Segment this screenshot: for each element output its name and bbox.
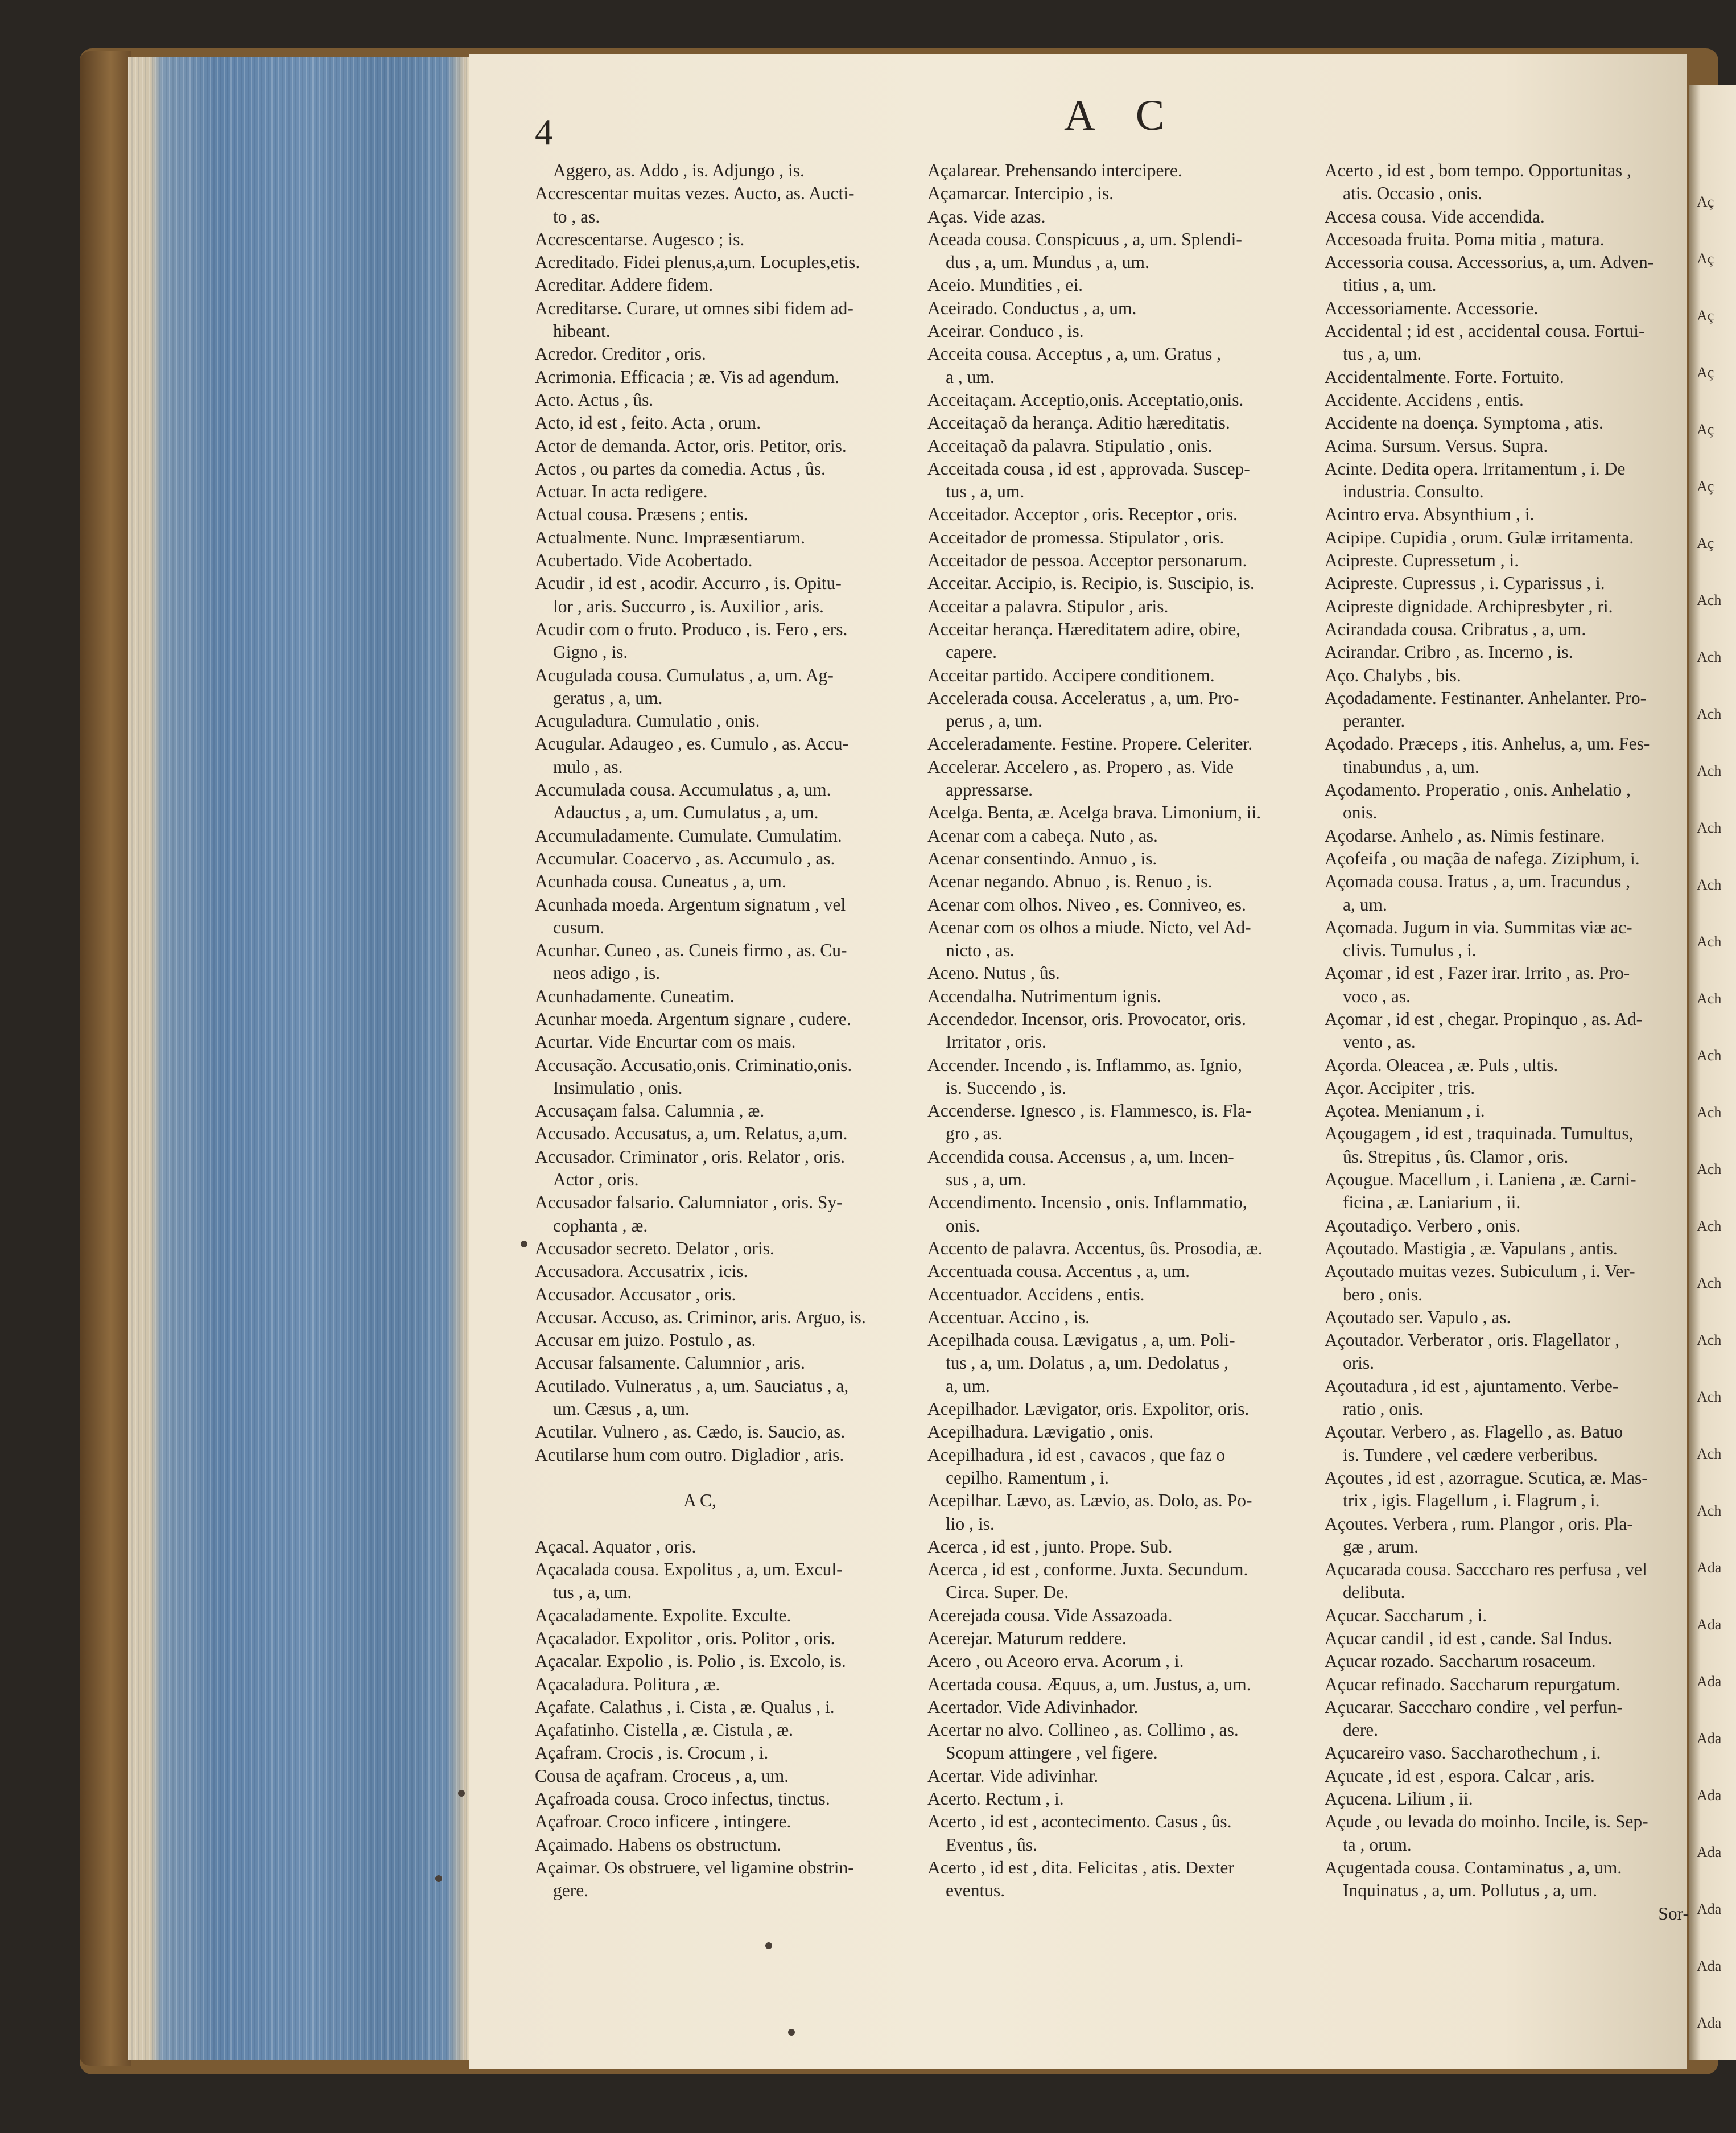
- entry-line: Acertar. Vide adivinhar.: [927, 1765, 1099, 1786]
- entry-line: Acceitador de pessoa. Acceptor personarum.: [927, 550, 1247, 571]
- entry-line: Acertar no alvo. Collineo , as. Collimo , as.: [927, 1720, 1239, 1740]
- entry-line: tinabundus , a, um.: [1343, 756, 1479, 777]
- facing-page-fragment: Aç: [1697, 250, 1714, 267]
- entry-line: Acunhar. Cuneo , as. Cuneis firmo , as. Cu-: [535, 940, 847, 961]
- entry-line: Accusador. Accusator , oris.: [535, 1284, 736, 1304]
- entry-line: Açacal. Aquator , oris.: [535, 1536, 696, 1556]
- entry-line: Acima. Sursum. Versus. Supra.: [1325, 435, 1548, 456]
- entry-line: Accendalha. Nutrimentum ignis.: [927, 986, 1162, 1006]
- facing-page-fragment: Ach: [1697, 592, 1722, 608]
- entry-line: Accumuladamente. Cumulate. Cumulatim.: [535, 825, 842, 846]
- entry-line: hibeant.: [553, 321, 611, 341]
- entry-line: Acrimonia. Efficacia ; æ. Vis ad agendum.: [535, 367, 839, 387]
- entry-line: Açomar , id est , Fazer irar. Irrito , as. Pro-: [1325, 963, 1630, 983]
- entry-line: trix , igis. Flagellum , i. Flagrum , i.: [1343, 1490, 1600, 1511]
- entry-line: Açacaladura. Politura , æ.: [535, 1674, 720, 1694]
- entry-line: Scopum attingere , vel figere.: [946, 1743, 1158, 1763]
- entry-line: Açalarear. Prehensando intercipere.: [927, 160, 1182, 180]
- entry-line: Acudir com o fruto. Produco , is. Fero , ers.: [535, 619, 848, 639]
- entry-line: Accendimento. Incensio , onis. Inflammatio,: [927, 1192, 1247, 1213]
- facing-page-fragment: Ach: [1697, 1332, 1722, 1348]
- entry-line: gæ , arum.: [1343, 1536, 1419, 1556]
- entry-line: is. Tundere , vel cædere verberibus.: [1343, 1444, 1598, 1465]
- entry-line: tus , a, um.: [1343, 344, 1422, 364]
- facing-page-fragment: Ach: [1697, 649, 1722, 665]
- entry-line: Açofeifa , ou maçãa de nafega. Ziziphum, i.: [1325, 848, 1640, 868]
- entry-line: Açorda. Oleacea , æ. Puls , ultis.: [1325, 1055, 1558, 1075]
- entry-line: Accelerar. Accelero , as. Propero , as. Vide: [927, 756, 1234, 777]
- entry-line: Accesa cousa. Vide accendida.: [1325, 206, 1545, 227]
- facing-page-fragment: Ada: [1697, 1787, 1722, 1803]
- entry-line: Acceitador. Acceptor , oris. Receptor , oris.: [927, 504, 1238, 525]
- entry-line: Acceitar. Accipio, is. Recipio, is. Suscipio, is.: [927, 573, 1255, 594]
- entry-line: Acenar negando. Abnuo , is. Renuo , is.: [927, 871, 1213, 892]
- page-number: 4: [535, 112, 553, 152]
- entry-line: Açafroar. Croco inficere , intingere.: [535, 1811, 791, 1832]
- entry-line: Açafram. Crocis , is. Crocum , i.: [535, 1743, 769, 1763]
- entry-line: Accusar falsamente. Calumnior , aris.: [535, 1353, 805, 1373]
- entry-line: is. Succendo , is.: [946, 1077, 1066, 1098]
- entry-line: Acerto , id est , dita. Felicitas , atis. Dexter: [927, 1857, 1234, 1877]
- entry-line: Accenderse. Ignesco , is. Flammesco, is. Fla-: [927, 1101, 1252, 1121]
- entry-line: Acugular. Adaugeo , es. Cumulo , as. Accu-: [535, 734, 849, 754]
- entry-line: Aceada cousa. Conspicuus , a, um. Splendi-: [927, 229, 1242, 249]
- entry-line: Acceitada cousa , id est , approvada. Suscep-: [927, 458, 1250, 479]
- entry-line: Actual cousa. Præsens ; entis.: [535, 504, 748, 525]
- entry-line: a , um.: [946, 367, 995, 387]
- entry-line: Açucarar. Sacccharo condire , vel perfun-: [1325, 1696, 1623, 1717]
- entry-line: Açafroada cousa. Croco infectus, tinctus.: [535, 1789, 830, 1809]
- entry-line: Açodado. Præceps , itis. Anhelus, a, um. Fes-: [1325, 734, 1650, 754]
- facing-page-fragment: Ach: [1697, 1104, 1722, 1121]
- entry-line: cophanta , æ.: [553, 1215, 648, 1236]
- entry-line: Acutilarse hum com outro. Digladior , aris.: [535, 1444, 844, 1465]
- entry-line: Acertada cousa. Æquus, a, um. Justus, a, um.: [927, 1674, 1251, 1694]
- entry-line: Acinte. Dedita opera. Irritamentum , i. De: [1325, 458, 1626, 479]
- entry-line: onis.: [1343, 802, 1378, 823]
- entry-line: Açucarada cousa. Sacccharo res perfusa , vel: [1325, 1559, 1647, 1580]
- entry-line: Açoutadura , id est , ajuntamento. Verbe-: [1325, 1376, 1619, 1396]
- entry-line: Acreditado. Fidei plenus,a,um. Locuples,etis.: [535, 252, 860, 273]
- entry-line: um. Cæsus , a, um.: [553, 1399, 690, 1419]
- facing-page-fragment: Ada: [1697, 1616, 1722, 1633]
- entry-line: Açaimado. Habens os obstructum.: [535, 1834, 782, 1855]
- entry-line: Acelga. Benta, æ. Acelga brava. Limonium, ii.: [927, 802, 1261, 823]
- entry-line: Circa. Super. De.: [946, 1582, 1069, 1603]
- entry-line: Acertador. Vide Adivinhador.: [927, 1696, 1139, 1717]
- entry-line: Irritator , oris.: [946, 1032, 1046, 1052]
- entry-line: tus , a, um.: [553, 1582, 632, 1603]
- entry-line: Acreditarse. Curare, ut omnes sibi fidem ad-: [535, 298, 853, 318]
- entry-line: Actor , oris.: [553, 1170, 639, 1190]
- entry-line: Açoutes. Verbera , rum. Plangor , oris. Pla-: [1325, 1513, 1633, 1534]
- entry-line: Accusador falsario. Calumniator , oris. Sy-: [535, 1192, 843, 1213]
- entry-line: Acipreste. Cupressus , i. Cyparissus , i.: [1325, 573, 1605, 594]
- facing-page-fragment: Ada: [1697, 1673, 1722, 1690]
- entry-line: tus , a, um.: [946, 481, 1025, 502]
- entry-line: Acutilado. Vulneratus , a, um. Sauciatus , a,: [535, 1376, 849, 1396]
- entry-line: Açucar. Saccharum , i.: [1325, 1605, 1487, 1625]
- entry-line: onis.: [946, 1215, 980, 1236]
- entry-line: Acipipe. Cupidia , orum. Gulæ irritamenta.: [1325, 527, 1634, 547]
- entry-line: titius , a, um.: [1343, 275, 1437, 295]
- entry-line: Acceitar a palavra. Stipulor , aris.: [927, 596, 1169, 616]
- entry-line: Açoutes , id est , azorrague. Scutica, æ. Mas-: [1325, 1467, 1648, 1488]
- entry-line: Açacalador. Expolitor , oris. Politor , oris.: [535, 1628, 835, 1648]
- entry-line: Accumulada cousa. Accumulatus , a, um.: [535, 780, 831, 800]
- facing-page-fragment: Ach: [1697, 1218, 1722, 1234]
- entry-line: Accessoriamente. Accessorie.: [1325, 298, 1539, 318]
- entry-line: Acenar com os olhos a miude. Nicto, vel Ad-: [927, 917, 1251, 937]
- entry-line: Acceitador de promessa. Stipulator , oris.: [927, 527, 1224, 547]
- entry-line: Eventus , ûs.: [946, 1834, 1037, 1855]
- entry-line: Accendida cousa. Accensus , a, um. Incen-: [927, 1146, 1234, 1167]
- facing-page-edge: [1689, 85, 1736, 2060]
- entry-line: Açomar , id est , chegar. Propinquo , as. Ad-: [1325, 1008, 1643, 1029]
- entry-line: voco , as.: [1343, 986, 1411, 1006]
- entry-line: Acerejar. Maturum reddere.: [927, 1628, 1127, 1648]
- entry-line: neos adigo , is.: [553, 963, 661, 983]
- entry-line: Acepilhador. Lævigator, oris. Expolitor, oris.: [927, 1399, 1250, 1419]
- entry-line: Acceita cousa. Acceptus , a, um. Gratus ,: [927, 344, 1222, 364]
- entry-line: Accidental ; id est , accidental cousa. Fortui-: [1325, 321, 1645, 341]
- entry-line: Inquinatus , a, um. Pollutus , a, um.: [1343, 1880, 1598, 1901]
- entry-line: Açoutado. Mastigia , æ. Vapulans , antis.: [1325, 1238, 1618, 1258]
- entry-line: Accidente. Accidens , entis.: [1325, 389, 1524, 410]
- entry-line: Accessoria cousa. Accessorius, a, um. Adven-: [1325, 252, 1654, 273]
- entry-line: Acudir , id est , acodir. Accurro , is. Opitu-: [535, 573, 842, 594]
- entry-line: ta , orum.: [1343, 1834, 1412, 1855]
- entry-line: Accelerada cousa. Acceleratus , a, um. Pro-: [927, 687, 1239, 708]
- entry-line: gro , as.: [946, 1123, 1003, 1144]
- facing-page-fragment: Aç: [1697, 535, 1714, 551]
- entry-line: Açacaladamente. Expolite. Exculte.: [535, 1605, 791, 1625]
- entry-line: Acerca , id est , conforme. Juxta. Secundum.: [927, 1559, 1248, 1580]
- facing-page-fragment: Ach: [1697, 933, 1722, 950]
- entry-line: eventus.: [946, 1880, 1005, 1901]
- wormhole: [521, 1241, 527, 1247]
- entry-line: Acepilhadura , id est , cavacos , que faz o: [927, 1444, 1226, 1465]
- column-1: [535, 159, 899, 1903]
- entry-line: Açafatinho. Cistella , æ. Cistula , æ.: [535, 1720, 794, 1740]
- entry-line: ficina , æ. Laniarium , ii.: [1343, 1192, 1521, 1213]
- entry-line: Accender. Incendo , is. Inflammo, as. Ignio,: [927, 1055, 1242, 1075]
- facing-page-fragment: Ach: [1697, 876, 1722, 893]
- entry-line: Acutilar. Vulnero , as. Cædo, is. Saucio, as.: [535, 1422, 846, 1442]
- entry-line: A C,: [683, 1490, 716, 1511]
- entry-line: Açude , ou levada do moinho. Incile, is. Sep-: [1325, 1811, 1648, 1832]
- entry-line: perus , a, um.: [946, 711, 1042, 731]
- book-cover-edge: [80, 51, 131, 2066]
- entry-line: Acunhada moeda. Argentum signatum , vel: [535, 894, 846, 915]
- column-3: [1325, 159, 1689, 1925]
- entry-line: Açoutado muitas vezes. Subiculum , i. Ver-: [1325, 1261, 1635, 1282]
- entry-line: Accusar em juizo. Postulo , as.: [535, 1330, 756, 1350]
- facing-page-fragment: Ach: [1697, 820, 1722, 836]
- facing-page-fragment: Ada: [1697, 1844, 1722, 1860]
- entry-line: sus , a, um.: [946, 1170, 1026, 1190]
- entry-line: Açucareiro vaso. Saccharothechum , i.: [1325, 1743, 1601, 1763]
- facing-page-fragment: Aç: [1697, 421, 1714, 438]
- facing-page-fragment: Ach: [1697, 706, 1722, 722]
- entry-line: Insimulatio , onis.: [553, 1077, 683, 1098]
- entry-line: Accumular. Coacervo , as. Accumulo , as.: [535, 848, 835, 868]
- entry-line: Accentuada cousa. Accentus , a, um.: [927, 1261, 1190, 1282]
- entry-line: Acipreste dignidade. Archipresbyter , ri.: [1325, 596, 1613, 616]
- entry-line: Aço. Chalybs , bis.: [1325, 665, 1461, 685]
- blank-line: [535, 1513, 899, 1535]
- entry-line: Accidente na doença. Symptoma , atis.: [1325, 413, 1603, 433]
- entry-line: Acerto , id est , bom tempo. Opportunitas ,: [1325, 160, 1631, 180]
- entry-line: clivis. Tumulus , i.: [1343, 940, 1477, 961]
- entry-line: Açodamento. Properatio , onis. Anhelatio ,: [1325, 780, 1631, 800]
- entry-line: Açomada cousa. Iratus , a, um. Iracundus ,: [1325, 871, 1631, 892]
- entry-line: Aggero, as. Addo , is. Adjungo , is.: [553, 160, 805, 180]
- entry-line: Acunhada cousa. Cuneatus , a, um.: [535, 871, 786, 892]
- entry-line: cepilho. Ramentum , i.: [946, 1467, 1109, 1488]
- entry-line: Acugulada cousa. Cumulatus , a, um. Ag-: [535, 665, 834, 685]
- entry-line: Acepilhada cousa. Lævigatus , a, um. Poli-: [927, 1330, 1235, 1350]
- entry-line: Acenar com olhos. Niveo , es. Conniveo, es.: [927, 894, 1246, 915]
- entry-line: bero , onis.: [1343, 1284, 1422, 1304]
- entry-line: Sor-: [1658, 1903, 1689, 1924]
- entry-line: Aceirado. Conductus , a, um.: [927, 298, 1137, 318]
- facing-page-fragment: Ach: [1697, 1446, 1722, 1462]
- entry-line: vento , as.: [1343, 1032, 1416, 1052]
- entry-line: Accusar. Accuso, as. Criminor, aris. Arguo, is.: [535, 1307, 866, 1327]
- entry-line: Acirandar. Cribro , as. Incerno , is.: [1325, 642, 1573, 662]
- entry-line: Açucar refinado. Saccharum repurgatum.: [1325, 1674, 1620, 1694]
- entry-line: Acceitaçaõ da herança. Aditio hæreditatis.: [927, 413, 1230, 433]
- facing-page-fragment: Ach: [1697, 990, 1722, 1007]
- entry-line: Accrescentarse. Augesco ; is.: [535, 229, 745, 249]
- entry-line: Acceitaçaõ da palavra. Stipulatio , onis.: [927, 435, 1213, 456]
- entry-line: Accentuador. Accidens , entis.: [927, 1284, 1145, 1304]
- entry-line: Acurtar. Vide Encurtar com os mais.: [535, 1032, 796, 1052]
- entry-line: Açucena. Lilium , ii.: [1325, 1789, 1473, 1809]
- entry-line: Açodadamente. Festinanter. Anhelanter. Pro-: [1325, 687, 1647, 708]
- entry-line: Açoutadiço. Verbero , onis.: [1325, 1215, 1521, 1236]
- entry-line: Accrescentar muitas vezes. Aucto, as. Aucti-: [535, 183, 855, 204]
- entry-line: lio , is.: [946, 1513, 995, 1534]
- facing-page-fragment: Aç: [1697, 307, 1714, 324]
- entry-line: Acipreste. Cupressetum , i.: [1325, 550, 1519, 571]
- entry-line: Acto. Actus , ûs.: [535, 389, 654, 410]
- entry-line: Acunhar moeda. Argentum signare , cudere.: [535, 1008, 851, 1029]
- entry-line: Gigno , is.: [553, 642, 628, 662]
- entry-line: Aceirar. Conduco , is.: [927, 321, 1084, 341]
- entry-line: Açugentada cousa. Contaminatus , a, um.: [1325, 1857, 1622, 1877]
- entry-line: dere.: [1343, 1720, 1379, 1740]
- entry-line: Adauctus , a, um. Cumulatus , a, um.: [553, 802, 819, 823]
- entry-line: Açomada. Jugum in via. Summitas viæ ac-: [1325, 917, 1632, 937]
- entry-line: Accentuar. Accino , is.: [927, 1307, 1090, 1327]
- entry-line: Açucar candil , id est , cande. Sal Indus.: [1325, 1628, 1613, 1648]
- entry-line: Açucar rozado. Saccharum rosaceum.: [1325, 1651, 1596, 1671]
- entry-line: Acuguladura. Cumulatio , onis.: [535, 711, 760, 731]
- entry-line: Acubertado. Vide Acobertado.: [535, 550, 753, 571]
- entry-line: Cousa de açafram. Croceus , a, um.: [535, 1765, 789, 1786]
- running-head: A C: [1064, 92, 1181, 139]
- entry-line: industria. Consulto.: [1343, 481, 1484, 502]
- wormhole: [435, 1875, 442, 1882]
- facing-page-fragment: Ach: [1697, 1047, 1722, 1064]
- entry-line: Acero , ou Aceoro erva. Acorum , i.: [927, 1651, 1184, 1671]
- entry-line: Accusadora. Accusatrix , icis.: [535, 1261, 748, 1282]
- page-block-edge: [128, 57, 469, 2060]
- entry-line: Accento de palavra. Accentus, ûs. Prosodia, æ.: [927, 1238, 1263, 1258]
- entry-line: Açamarcar. Intercipio , is.: [927, 183, 1114, 204]
- entry-line: oris.: [1343, 1353, 1375, 1373]
- entry-line: Acerejada cousa. Vide Assazoada.: [927, 1605, 1173, 1625]
- entry-line: Açougagem , id est , traquinada. Tumultus,: [1325, 1123, 1634, 1144]
- entry-line: Açacalada cousa. Expolitus , a, um. Excul-: [535, 1559, 843, 1580]
- facing-page-fragment: Aç: [1697, 364, 1714, 381]
- entry-line: cusum.: [553, 917, 605, 937]
- entry-line: Acceitar herança. Hæreditatem adire, obire,: [927, 619, 1241, 639]
- entry-line: Aceno. Nutus , ûs.: [927, 963, 1060, 983]
- entry-line: nicto , as.: [946, 940, 1015, 961]
- entry-line: Acredor. Creditor , oris.: [535, 344, 706, 364]
- entry-line: lor , aris. Succurro , is. Auxilior , aris.: [553, 596, 824, 616]
- entry-line: ratio , onis.: [1343, 1399, 1424, 1419]
- entry-line: tus , a, um. Dolatus , a, um. Dedolatus ,: [946, 1353, 1228, 1373]
- facing-page-fragment: Ach: [1697, 763, 1722, 779]
- entry-line: Accendedor. Incensor, oris. Provocator, oris.: [927, 1008, 1246, 1029]
- entry-line: Açougue. Macellum , i. Laniena , æ. Carni-: [1325, 1170, 1636, 1190]
- entry-line: Accidentalmente. Forte. Fortuito.: [1325, 367, 1564, 387]
- facing-page-fragment: Ach: [1697, 1161, 1722, 1177]
- facing-page-fragment: Aç: [1697, 193, 1714, 210]
- facing-page-fragment: Aç: [1697, 478, 1714, 495]
- facing-page-fragment: Ach: [1697, 1502, 1722, 1519]
- entry-line: Actor de demanda. Actor, oris. Petitor, oris.: [535, 435, 847, 456]
- entry-line: Açafate. Calathus , i. Cista , æ. Qualus , i.: [535, 1696, 835, 1717]
- entry-line: Accusador secreto. Delator , oris.: [535, 1238, 774, 1258]
- column-2: [927, 159, 1292, 1903]
- facing-page-fragment: Ada: [1697, 1559, 1722, 1576]
- entry-line: Accesoada fruita. Poma mitia , matura.: [1325, 229, 1605, 249]
- entry-line: appressarse.: [946, 780, 1033, 800]
- entry-line: Açoutar. Verbero , as. Flagello , as. Batuo: [1325, 1422, 1623, 1442]
- facing-page-fragment: Ada: [1697, 2015, 1722, 2031]
- facing-page-fragment: Ada: [1697, 1730, 1722, 1747]
- entry-line: Aceio. Mundities , ei.: [927, 275, 1083, 295]
- entry-line: Acenar com a cabeça. Nuto , as.: [927, 825, 1158, 846]
- wormhole: [458, 1790, 465, 1797]
- facing-page-fragment: Ach: [1697, 1275, 1722, 1291]
- entry-line: Açoutador. Verberator , oris. Flagellator ,: [1325, 1330, 1620, 1350]
- entry-line: Acceleradamente. Festine. Propere. Celeriter.: [927, 734, 1253, 754]
- entry-line: Acirandada cousa. Cribratus , a, um.: [1325, 619, 1586, 639]
- entry-line: Acceitaçam. Acceptio,onis. Acceptatio,onis.: [927, 389, 1244, 410]
- wormhole: [788, 2029, 795, 2036]
- entry-line: Açotea. Menianum , i.: [1325, 1101, 1485, 1121]
- entry-line: mulo , as.: [553, 756, 623, 777]
- entry-line: dus , a, um. Mundus , a, um.: [946, 252, 1149, 273]
- entry-line: Actuar. In acta redigere.: [535, 481, 708, 502]
- entry-line: gere.: [553, 1880, 589, 1901]
- wormhole: [765, 1942, 772, 1949]
- entry-line: Accusador. Criminator , oris. Relator , oris.: [535, 1146, 846, 1167]
- entry-line: Açucate , id est , espora. Calcar , aris.: [1325, 1765, 1595, 1786]
- entry-line: Accusação. Accusatio,onis. Criminatio,onis.: [535, 1055, 852, 1075]
- entry-line: a, um.: [1343, 894, 1387, 915]
- entry-line: ûs. Strepitus , ûs. Clamor , oris.: [1343, 1146, 1569, 1167]
- entry-line: a, um.: [946, 1376, 990, 1396]
- entry-line: Acepilhadura. Lævigatio , onis.: [927, 1422, 1154, 1442]
- entry-line: Actualmente. Nunc. Impræsentiarum.: [535, 527, 805, 547]
- entry-line: Acepilhar. Lævo, as. Lævio, as. Dolo, as. Po-: [927, 1490, 1252, 1511]
- entry-line: Accusado. Accusatus, a, um. Relatus, a,um.: [535, 1123, 848, 1144]
- entry-line: Acunhadamente. Cuneatim.: [535, 986, 735, 1006]
- facing-page-fragment: Ada: [1697, 1958, 1722, 1974]
- entry-line: Açodarse. Anhelo , as. Nimis festinare.: [1325, 825, 1605, 846]
- entry-line: Acreditar. Addere fidem.: [535, 275, 714, 295]
- entry-line: Actos , ou partes da comedia. Actus , ûs.: [535, 458, 826, 479]
- facing-page-fragment: Ada: [1697, 1901, 1722, 1917]
- entry-line: to , as.: [553, 206, 600, 227]
- entry-line: Accusaçam falsa. Calumnia , æ.: [535, 1101, 765, 1121]
- entry-line: Acerca , id est , junto. Prope. Sub.: [927, 1536, 1173, 1556]
- facing-page-fragment: Ach: [1697, 1389, 1722, 1405]
- entry-line: peranter.: [1343, 711, 1405, 731]
- entry-line: atis. Occasio , onis.: [1343, 183, 1482, 204]
- entry-line: Acceitar partido. Accipere conditionem.: [927, 665, 1215, 685]
- entry-line: Aças. Vide azas.: [927, 206, 1046, 227]
- entry-line: Acenar consentindo. Annuo , is.: [927, 848, 1157, 868]
- entry-line: Acintro erva. Absynthium , i.: [1325, 504, 1535, 525]
- entry-line: Açor. Accipiter , tris.: [1325, 1077, 1475, 1098]
- entry-line: Acerto. Rectum , i.: [927, 1789, 1064, 1809]
- blank-line: [535, 1467, 899, 1489]
- entry-line: geratus , a, um.: [553, 687, 663, 708]
- entry-line: delibuta.: [1343, 1582, 1405, 1603]
- entry-line: Açaimar. Os obstruere, vel ligamine obstrin-: [535, 1857, 854, 1877]
- entry-line: Açacalar. Expolio , is. Polio , is. Excolo, is.: [535, 1651, 846, 1671]
- entry-line: Açoutado ser. Vapulo , as.: [1325, 1307, 1511, 1327]
- entry-line: capere.: [946, 642, 997, 662]
- entry-line: Acerto , id est , acontecimento. Casus , ûs.: [927, 1811, 1232, 1832]
- entry-line: Acto, id est , feito. Acta , orum.: [535, 413, 761, 433]
